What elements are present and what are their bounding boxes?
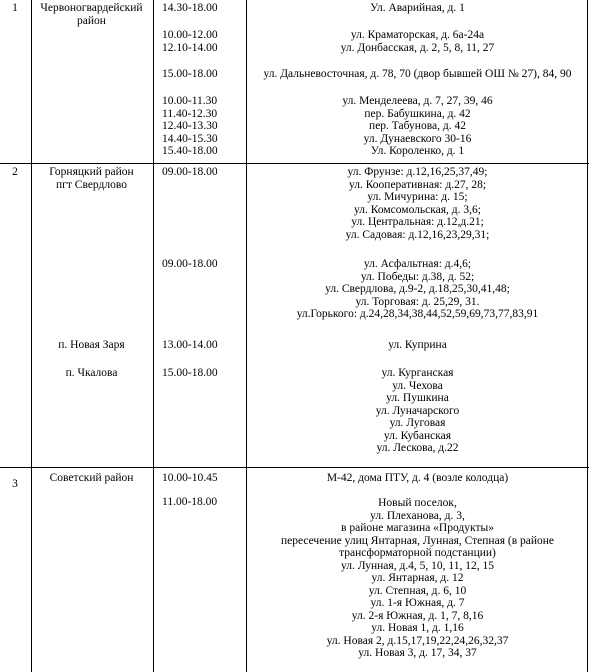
address-list bbox=[247, 367, 588, 455]
text-line: трансформаторной подстанции) bbox=[339, 547, 496, 559]
text-line: 12.10-14.00 bbox=[162, 41, 218, 54]
row-number: 2 bbox=[12, 166, 18, 178]
address-list bbox=[247, 258, 588, 321]
address-list bbox=[247, 2, 588, 15]
text-line: ул. Чехова bbox=[392, 379, 443, 392]
time-slot bbox=[162, 472, 242, 485]
text-line: п. Чкалова bbox=[65, 367, 118, 379]
time-slot bbox=[162, 339, 242, 352]
address-list bbox=[247, 339, 588, 352]
text-line: ул. Новая 1, д. 1,16 bbox=[371, 622, 464, 634]
text-line: ул. Менделеева, д. 7, 27, 39, 46 bbox=[342, 95, 493, 107]
text-line: ул. Кубанская bbox=[383, 429, 452, 442]
address-list bbox=[247, 497, 588, 660]
text-line: ул. Степная, д. 6, 10 bbox=[368, 584, 467, 597]
text-line: ул. Асфальтная: д.4,6; bbox=[363, 258, 472, 270]
time-slot bbox=[162, 29, 242, 54]
locality-name bbox=[32, 339, 151, 352]
text-line: 13.00-14.00 bbox=[162, 339, 218, 351]
time-slot bbox=[162, 367, 242, 380]
time-slot bbox=[162, 2, 242, 15]
time-slot bbox=[162, 166, 242, 179]
text-line: 09.00-18.00 bbox=[162, 258, 218, 270]
text-line: ул. Лунная, д.4, 5, 10, 11, 12, 15 bbox=[341, 559, 494, 572]
text-line: 14.30-18.00 bbox=[162, 2, 218, 14]
text-line: 09.00-18.00 bbox=[162, 166, 218, 178]
text-line: ул. 1-я Южная, д. 7 bbox=[370, 597, 465, 609]
text-line: М-42, дома ПТУ, д. 4 (возле колодца) bbox=[326, 472, 509, 484]
text-line: ул. Победы: д.38, д. 52; bbox=[360, 270, 475, 283]
text-line: ул.Горького: д.24,28,34,38,44,52,59,69,73,77,83,91 bbox=[296, 308, 539, 320]
district-name bbox=[32, 2, 151, 27]
text-line: ул. Лескова, д.22 bbox=[376, 442, 459, 454]
text-line: ул. Краматорская, д. 6а-24а bbox=[350, 29, 485, 41]
text-line: ул. Дальневосточная, д. 78, 70 (двор бывшей ОШ № 27), 84, 90 bbox=[263, 68, 572, 80]
text-line: пгт Свердлово bbox=[56, 178, 127, 191]
text-line: пер. Табунова, д. 42 bbox=[369, 120, 466, 132]
text-line: п. Новая Заря bbox=[58, 339, 125, 351]
row-divider-1 bbox=[0, 163, 589, 164]
time-slot bbox=[162, 258, 242, 271]
text-line: ул. Луговая bbox=[389, 417, 446, 429]
text-line: 12.40-13.30 bbox=[162, 120, 218, 132]
text-line: 15.00-18.00 bbox=[162, 68, 218, 80]
row-number: 1 bbox=[12, 2, 18, 14]
time-slot bbox=[162, 496, 242, 509]
text-line: ул. Куприна bbox=[388, 339, 447, 351]
text-line: 15.00-18.00 bbox=[162, 367, 218, 379]
text-line: ул. Плеханова, д. 3, bbox=[370, 509, 465, 522]
time-slot bbox=[162, 68, 242, 81]
text-line: Ул. Короленко, д. 1 bbox=[370, 145, 465, 157]
text-line: Новый поселок, bbox=[378, 497, 457, 509]
address-list bbox=[247, 95, 588, 158]
text-line: пересечение улиц Янтарная, Лунная, Степная (в районе bbox=[280, 534, 555, 547]
district-name bbox=[32, 472, 151, 485]
text-line: ул. Кооперативная: д.27, 28; bbox=[348, 178, 487, 191]
row-number: 3 bbox=[12, 478, 18, 490]
text-line: 15.40-18.00 bbox=[162, 145, 218, 157]
text-line: ул. Фрунзе: д.12,16,25,37,49; bbox=[347, 166, 488, 178]
text-line: ул. 2-я Южная, д. 1, 7, 8,16 bbox=[351, 609, 484, 622]
time-slot bbox=[162, 95, 242, 158]
text-line: район bbox=[77, 14, 106, 27]
text-line: Горняцкий район bbox=[49, 166, 134, 178]
text-line: ул. Мичурина: д. 15; bbox=[367, 191, 468, 203]
text-line: ул. Центральная: д.12,д.21; bbox=[351, 216, 484, 228]
address-list bbox=[247, 166, 588, 241]
text-line: 10.00-12.00 bbox=[162, 29, 218, 41]
district-name bbox=[32, 166, 151, 191]
column-divider-2 bbox=[153, 0, 154, 672]
text-line: Советский район bbox=[49, 472, 134, 484]
address-list bbox=[247, 472, 588, 485]
text-line: ул. Дунаевского 30-16 bbox=[363, 132, 472, 145]
text-line: 11.00-18.00 bbox=[162, 496, 218, 508]
row-divider-2 bbox=[0, 467, 589, 468]
text-line: ул. Торговая: д. 25,29, 31. bbox=[355, 295, 480, 308]
column-divider-1 bbox=[31, 0, 32, 672]
text-line: ул. Янтарная, д. 12 bbox=[371, 572, 464, 584]
text-line: ул. Садовая: д.12,16,23,29,31; bbox=[345, 228, 490, 241]
text-line: Ул. Аварийная, д. 1 bbox=[370, 2, 465, 14]
text-line: в районе магазина «Продукты» bbox=[341, 522, 494, 534]
text-line: Червоногвардейский bbox=[40, 2, 143, 14]
text-line: 10.00-10.45 bbox=[162, 472, 218, 484]
text-line: ул. Новая 3, д. 17, 34, 37 bbox=[358, 647, 477, 659]
text-line: ул. Пушкина bbox=[386, 392, 449, 404]
address-list bbox=[247, 68, 588, 81]
text-line: ул. Комсомольская, д. 3,6; bbox=[354, 203, 481, 216]
text-line: 10.00-11.30 bbox=[162, 95, 218, 107]
text-line: ул. Свердлова, д.9-2, д.18,25,30,41,48; bbox=[325, 283, 510, 295]
text-line: 11.40-12.30 bbox=[162, 107, 218, 120]
address-list bbox=[247, 29, 588, 54]
text-line: пер. Бабушкина, д. 42 bbox=[364, 107, 471, 120]
text-line: ул. Луначарского bbox=[375, 404, 460, 417]
text-line: ул. Новая 2, д.15,17,19,22,24,26,32,37 bbox=[326, 634, 509, 647]
text-line: ул. Донбасская, д. 2, 5, 8, 11, 27 bbox=[340, 41, 495, 54]
locality-name bbox=[32, 367, 151, 380]
text-line: 14.40-15.30 bbox=[162, 132, 218, 145]
text-line: ул. Курганская bbox=[381, 367, 454, 379]
